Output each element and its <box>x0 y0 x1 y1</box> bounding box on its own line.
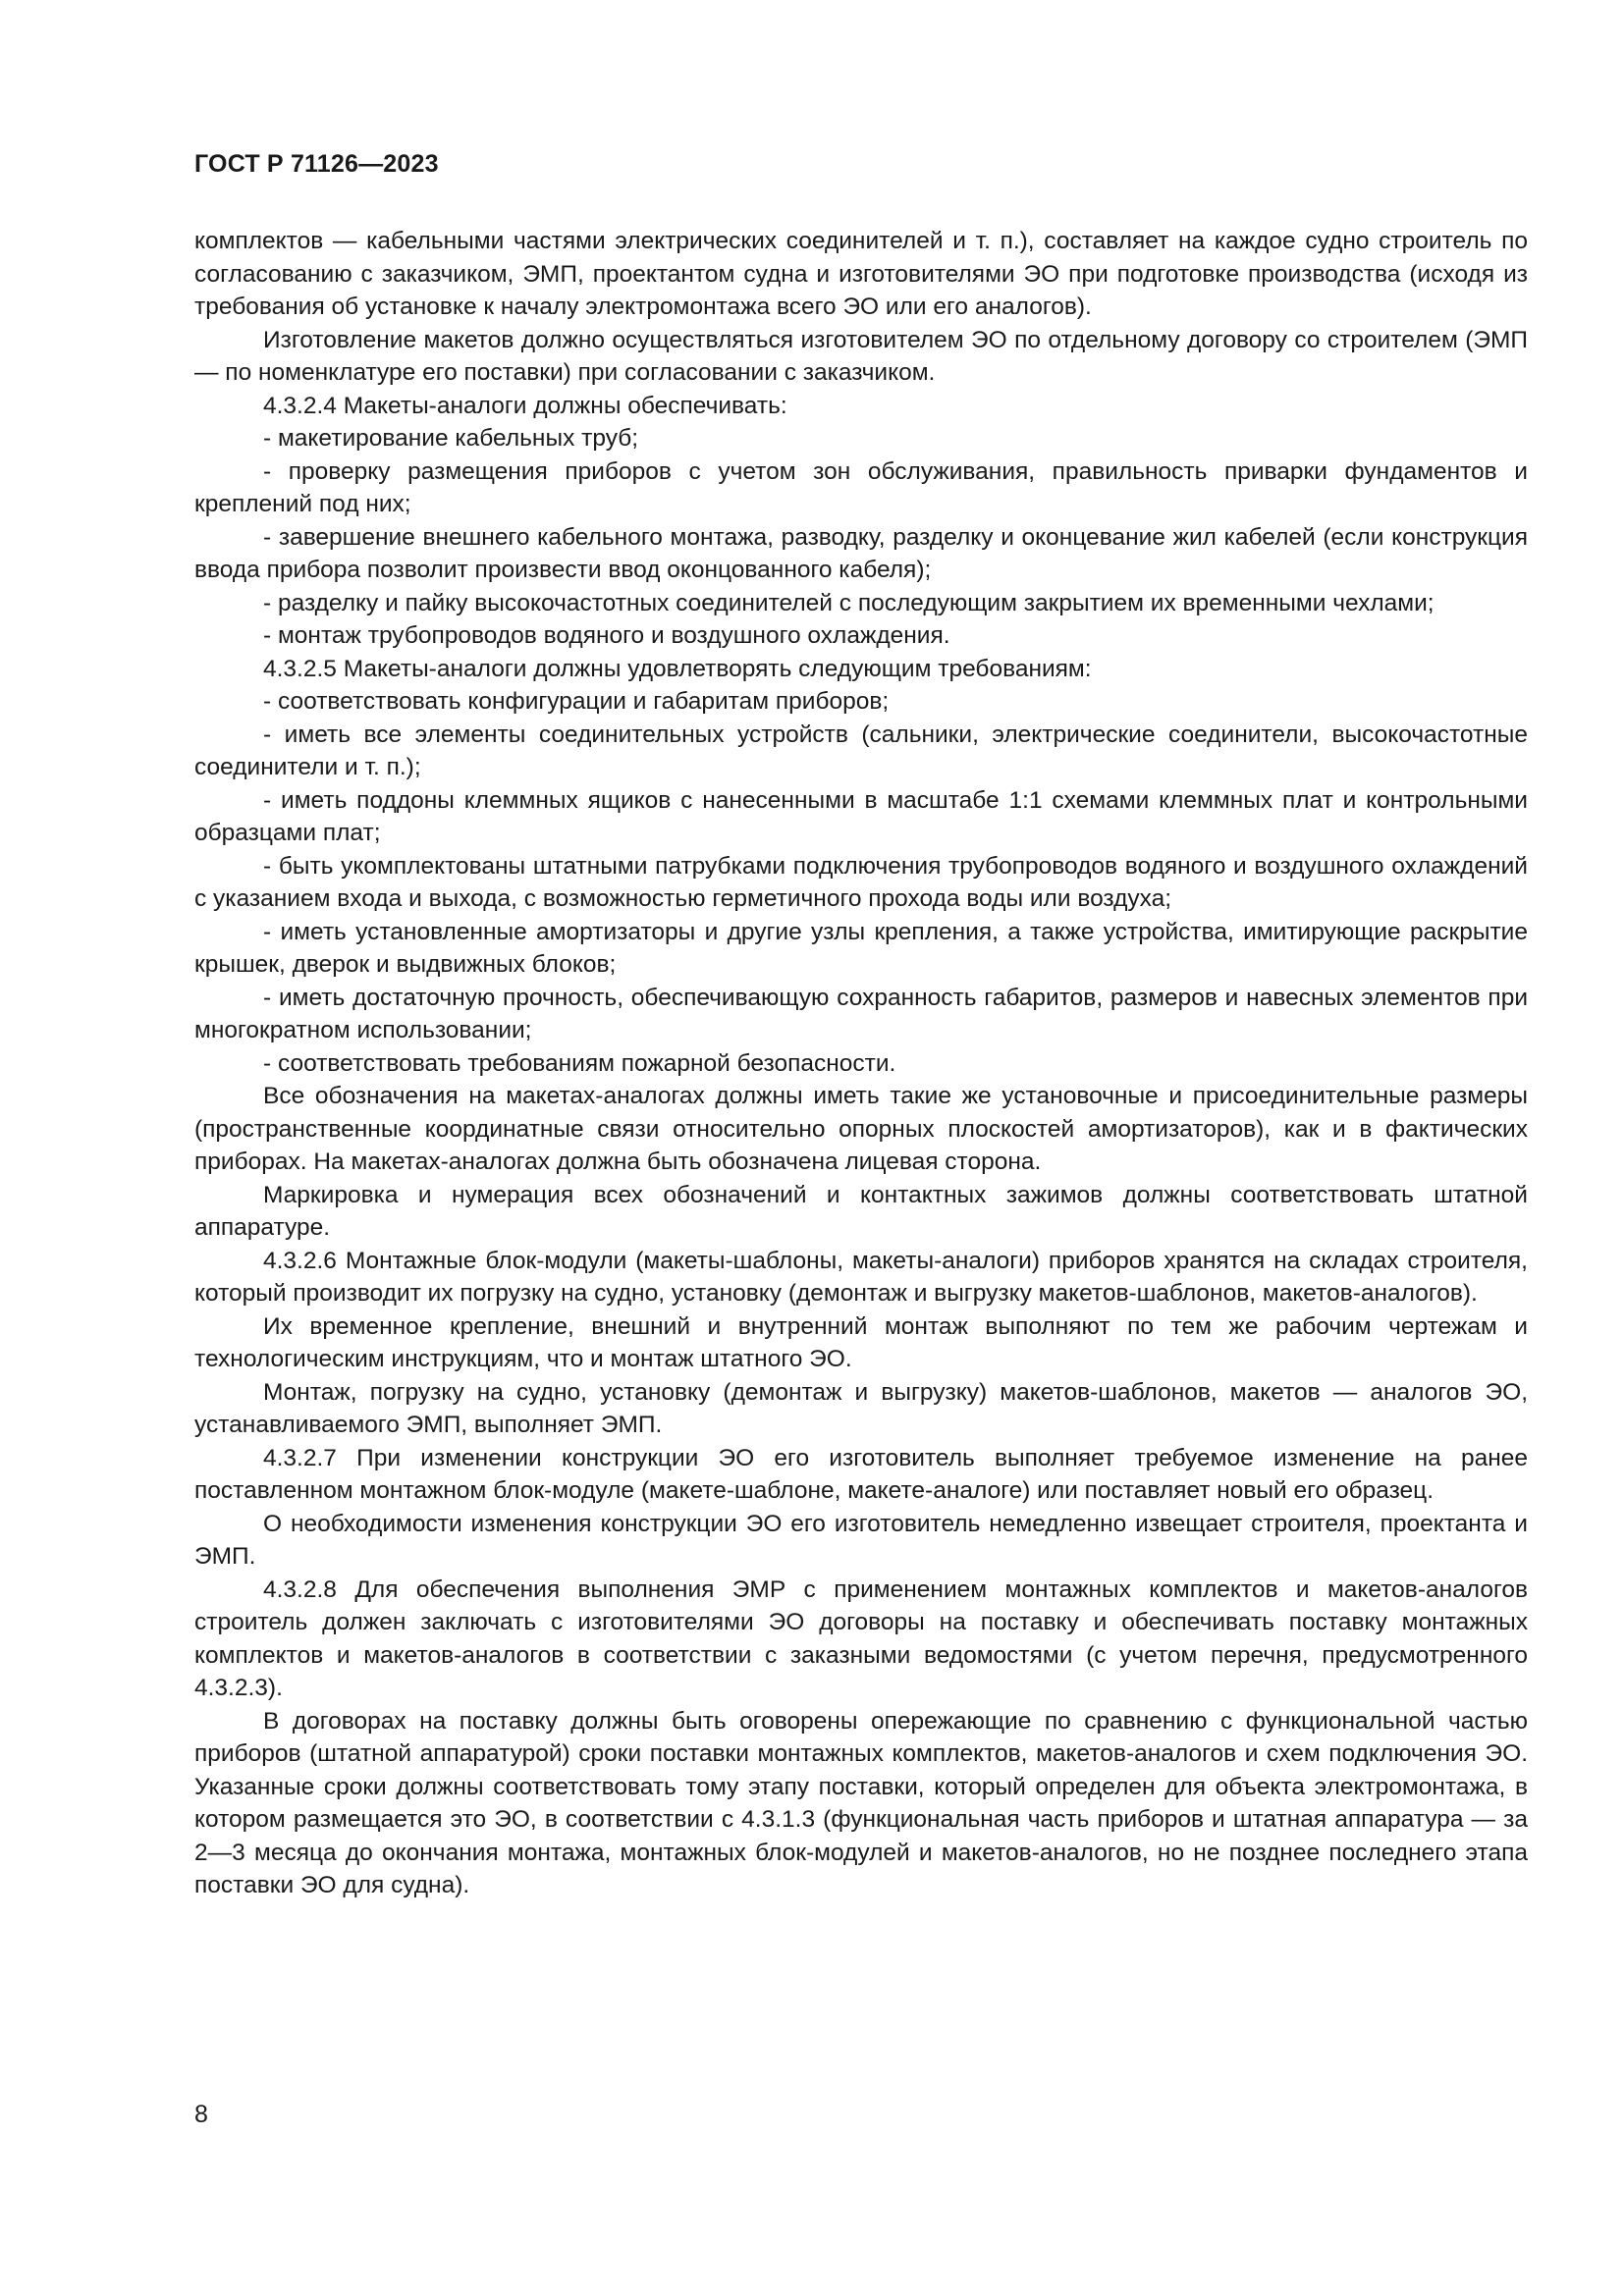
list-item: - иметь установленные амортизаторы и другие узлы крепления, а также устройства, имитирующие раскрытие крышек, дверок и выдвижных блоков; <box>194 918 1528 978</box>
paragraph: Изготовление макетов должно осуществляться изготовителем ЭО по отдельному договору со строителем (ЭМП — по номенклатуре его поставки) при согласовании с заказчиком. <box>194 326 1528 386</box>
paragraph: Все обозначения на макетах-аналогах должны иметь такие же установочные и присоединительные размеры (пространственные координатные связи относительно опорных плоскостей амортизаторов), как и в фактических приборах. На макетах-аналогах должна быть обозначена лицевая сторона. <box>194 1083 1528 1175</box>
paragraph: 4.3.2.6 Монтажные блок-модули (макеты-шаблоны, макеты-аналоги) приборов хранятся на складах строителя, который производит их погрузку на судно, установку (демонтаж и выгрузку макетов-шаблонов, макетов-аналогов). <box>194 1247 1528 1307</box>
list-item: - иметь все элементы соединительных устройств (сальники, электрические соединители, высокочастотные соединители и т. п.); <box>194 721 1528 780</box>
list-item: - быть укомплектованы штатными патрубками подключения трубопроводов водяного и воздушного охлаждений с указанием входа и выхода, с возможностью герметичного прохода воды или воздуха; <box>194 852 1528 912</box>
document-header: ГОСТ Р 71126—2023 <box>194 150 439 178</box>
paragraph: 4.3.2.4 Макеты-аналоги должны обеспечивать: <box>263 392 787 419</box>
list-item: - иметь достаточную прочность, обеспечивающую сохранность габаритов, размеров и навесных элементов при многократном использовании; <box>194 984 1528 1043</box>
list-item: - соответствовать конфигурации и габаритам приборов; <box>263 688 890 715</box>
paragraph: комплектов — кабельными частями электрических соединителей и т. п.), составляет на каждое судно строитель по согласованию с заказчиком, ЭМП, проектантом судна и изготовителями ЭО при подготовке производства (исходя из требования об установке к началу электромонтажа всего ЭО или его аналогов). <box>194 228 1528 320</box>
paragraph: 4.3.2.8 Для обеспечения выполнения ЭМР с применением монтажных комплектов и макетов-аналогов строитель должен заключать с изготовителями ЭО договоры на поставку и обеспечивать поставку монтажных комплектов и макетов-аналогов в соответствии с заказными ведомостями (с учетом перечня, предусмотренного 4.3.2.3). <box>194 1575 1528 1701</box>
paragraph: 4.3.2.7 При изменении конструкции ЭО его изготовитель выполняет требуемое изменение на ранее поставленном монтажном блок-модуле (макете-шаблоне, макете-аналоге) или поставляет новый его образец. <box>194 1444 1528 1504</box>
document-body <box>194 225 1528 1902</box>
list-item: - завершение внешнего кабельного монтажа, разводку, разделку и оконцевание жил кабелей (если конструкция ввода прибора позволит произвести ввод оконцованного кабеля); <box>194 523 1528 583</box>
paragraph: Их временное крепление, внешний и внутренний монтаж выполняют по тем же рабочим чертежам и технологическим инструкциям, что и монтаж штатного ЭО. <box>194 1312 1528 1372</box>
list-item: - макетирование кабельных труб; <box>263 425 639 452</box>
paragraph: О необходимости изменения конструкции ЭО его изготовитель немедленно извещает строителя, проектанта и ЭМП. <box>194 1510 1528 1570</box>
list-item: - разделку и пайку высокочастотных соединителей с последующим закрытием их временными чехлами; <box>263 589 1435 616</box>
list-item: - проверку размещения приборов с учетом зон обслуживания, правильность приварки фундаментов и креплений под них; <box>194 457 1528 517</box>
page-number: 8 <box>194 2101 208 2128</box>
paragraph: Маркировка и нумерация всех обозначений и контактных зажимов должны соответствовать штатной аппаратуре. <box>194 1181 1528 1241</box>
paragraph: 4.3.2.5 Макеты-аналоги должны удовлетворять следующим требованиям: <box>263 655 1092 682</box>
list-item: - соответствовать требованиям пожарной безопасности. <box>263 1049 896 1077</box>
paragraph: Монтаж, погрузку на судно, установку (демонтаж и выгрузку) макетов-шаблонов, макетов — аналогов ЭО, устанавливаемого ЭМП, выполняет ЭМП. <box>194 1378 1528 1438</box>
list-item: - иметь поддоны клеммных ящиков с нанесенными в масштабе 1:1 схемами клеммных плат и контрольными образцами плат; <box>194 786 1528 846</box>
paragraph: В договорах на поставку должны быть оговорены опережающие по сравнению с функциональной частью приборов (штатной аппаратурой) сроки поставки монтажных комплектов, макетов-аналогов и схем подключения ЭО. Указанные сроки должны соответствовать тому этапу поставки, который определен для объекта электромонтажа, в котором размещается это ЭО, в соответствии с 4.3.1.3 (функциональная часть приборов и штатная аппаратура — за 2—3 месяца до окончания монтажа, монтажных блок-модулей и макетов-аналогов, но не позднее последнего этапа поставки ЭО для судна). <box>194 1707 1528 1898</box>
list-item: - монтаж трубопроводов водяного и воздушного охлаждения. <box>263 622 950 649</box>
